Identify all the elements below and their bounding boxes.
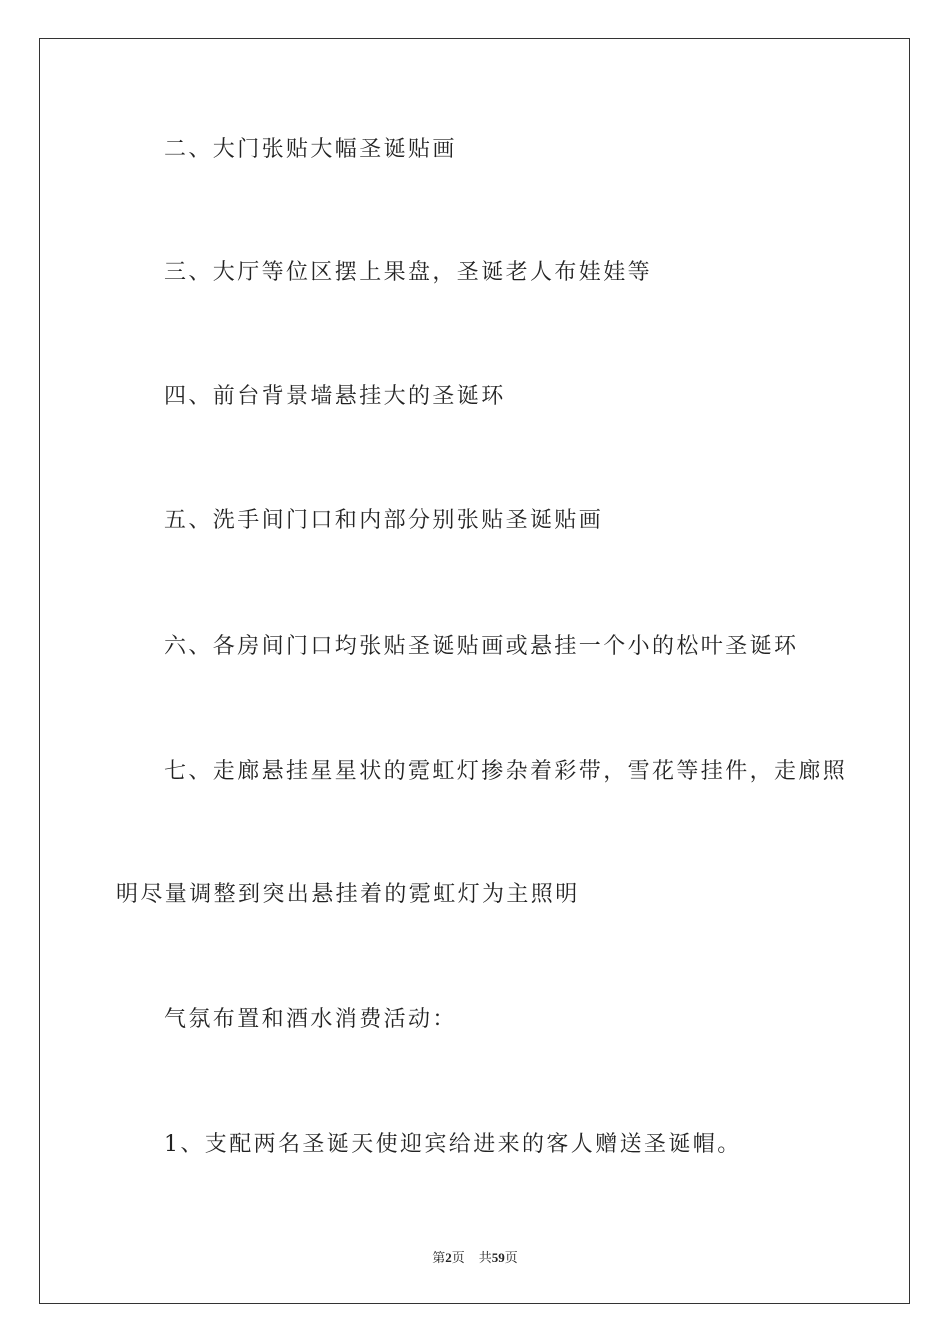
footer-page-suffix: 页 bbox=[451, 1250, 465, 1265]
paragraph-decor-door: 二、大门张贴大幅圣诞贴画 bbox=[164, 137, 457, 162]
paragraph-activity-1: 1、支配两名圣诞天使迎宾给进来的客人赠送圣诞帽。 bbox=[164, 1132, 742, 1157]
footer-total-prefix: 共 bbox=[478, 1250, 492, 1265]
paragraph-decor-corridor-cont: 明尽量调整到突出悬挂着的霓虹灯为主照明 bbox=[116, 882, 580, 907]
section-heading-atmosphere: 气氛布置和酒水消费活动： bbox=[164, 1007, 457, 1032]
paragraph-decor-corridor: 七、走廊悬挂星星状的霓虹灯掺杂着彩带，雪花等挂件，走廊照 bbox=[164, 759, 848, 784]
footer-page-number: 2 bbox=[445, 1250, 452, 1265]
paragraph-decor-rooms: 六、各房间门口均张贴圣诞贴画或悬挂一个小的松叶圣诞环 bbox=[164, 634, 799, 659]
paragraph-decor-restroom: 五、洗手间门口和内部分别张贴圣诞贴画 bbox=[164, 508, 604, 533]
page-footer bbox=[0, 1247, 950, 1266]
footer-page-prefix: 第 bbox=[432, 1250, 446, 1265]
footer-total-pages: 59 bbox=[491, 1250, 505, 1265]
paragraph-decor-lobby: 三、大厅等位区摆上果盘，圣诞老人布娃娃等 bbox=[164, 260, 653, 285]
page-border bbox=[39, 38, 910, 1304]
footer-total-suffix: 页 bbox=[504, 1250, 518, 1265]
paragraph-decor-front-desk: 四、前台背景墙悬挂大的圣诞环 bbox=[164, 384, 506, 409]
